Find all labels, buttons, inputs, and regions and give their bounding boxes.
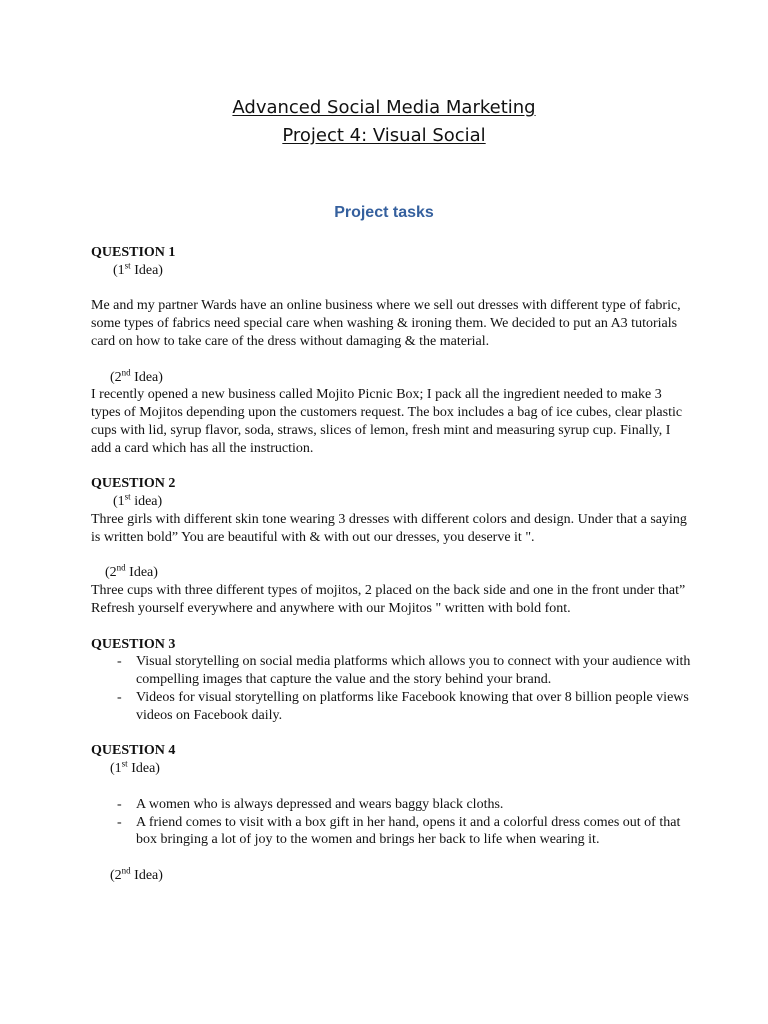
q2-idea1-text: Three girls with different skin tone wearing 3 dresses with different colors and design. Under that a saying is written bold” You are beautiful with & with out our dresses, you deserve it ".	[91, 511, 687, 545]
q4-idea1-label: (1st Idea)	[110, 758, 160, 777]
q3-bullet-2: - Videos for visual storytelling on platforms like Facebook knowing that over 8 billion people views videos on Facebook daily.	[91, 689, 691, 725]
q1-idea2-text: I recently opened a new business called Mojito Picnic Box; I pack all the ingredient needed to make 3 types of Mojitos depending upon the customers request. The box includes a bag of ice cubes, clear plastic cups with lid, syrup flavor, soda, straws, slices of lemon, fresh mint and measuring syrup cup. Finally, I add a card which has all the instruction.	[91, 387, 683, 456]
q2-idea2-label: (2nd Idea)	[105, 562, 158, 581]
document-title: Advanced Social Media Marketing	[232, 97, 536, 118]
q4-bullet-1: - A women who is always depressed and wears baggy black cloths.	[91, 796, 691, 814]
q2-idea2-text: Three cups with three different types of mojitos, 2 placed on the back side and one in the front under that” Refresh yourself everywhere and anywhere with our Mojitos " written with bold font.	[91, 583, 686, 616]
question-2-label: QUESTION 2	[91, 476, 176, 492]
q2-idea1-label: (1st idea)	[113, 491, 163, 510]
q4-bullet-list	[91, 796, 691, 849]
document-subtitle: Project 4: Visual Social	[282, 125, 486, 146]
question-4-label: QUESTION 4	[91, 743, 176, 759]
document-body	[91, 244, 691, 885]
question-3-label: QUESTION 3	[91, 636, 176, 652]
q3-bullet-1: - Visual storytelling on social media platforms which allows you to connect with your audience with compelling images that capture the value and the story behind your brand.	[91, 653, 691, 689]
section-heading: Project tasks	[334, 204, 434, 221]
q1-idea1-label: (1st Idea)	[113, 260, 163, 278]
q1-idea2-label: (2nd Idea)	[110, 366, 163, 385]
q4-idea2-label: (2nd Idea)	[110, 865, 163, 883]
question-1-label: QUESTION 1	[91, 245, 176, 260]
q1-idea1-text: Me and my partner Wards have an online business where we sell out dresses with different type of fabric, some types of fabrics need special care when washing & ironing them. We decided to put an A3 tutorials card on how to take care of the dress without damaging & the material.	[91, 298, 681, 349]
q3-bullet-list	[91, 653, 691, 724]
q4-bullet-2: - A friend comes to visit with a box gift in her hand, opens it and a colorful dress comes out of that box bringing a lot of joy to the women and brings her back to life when wearing it.	[91, 814, 691, 850]
